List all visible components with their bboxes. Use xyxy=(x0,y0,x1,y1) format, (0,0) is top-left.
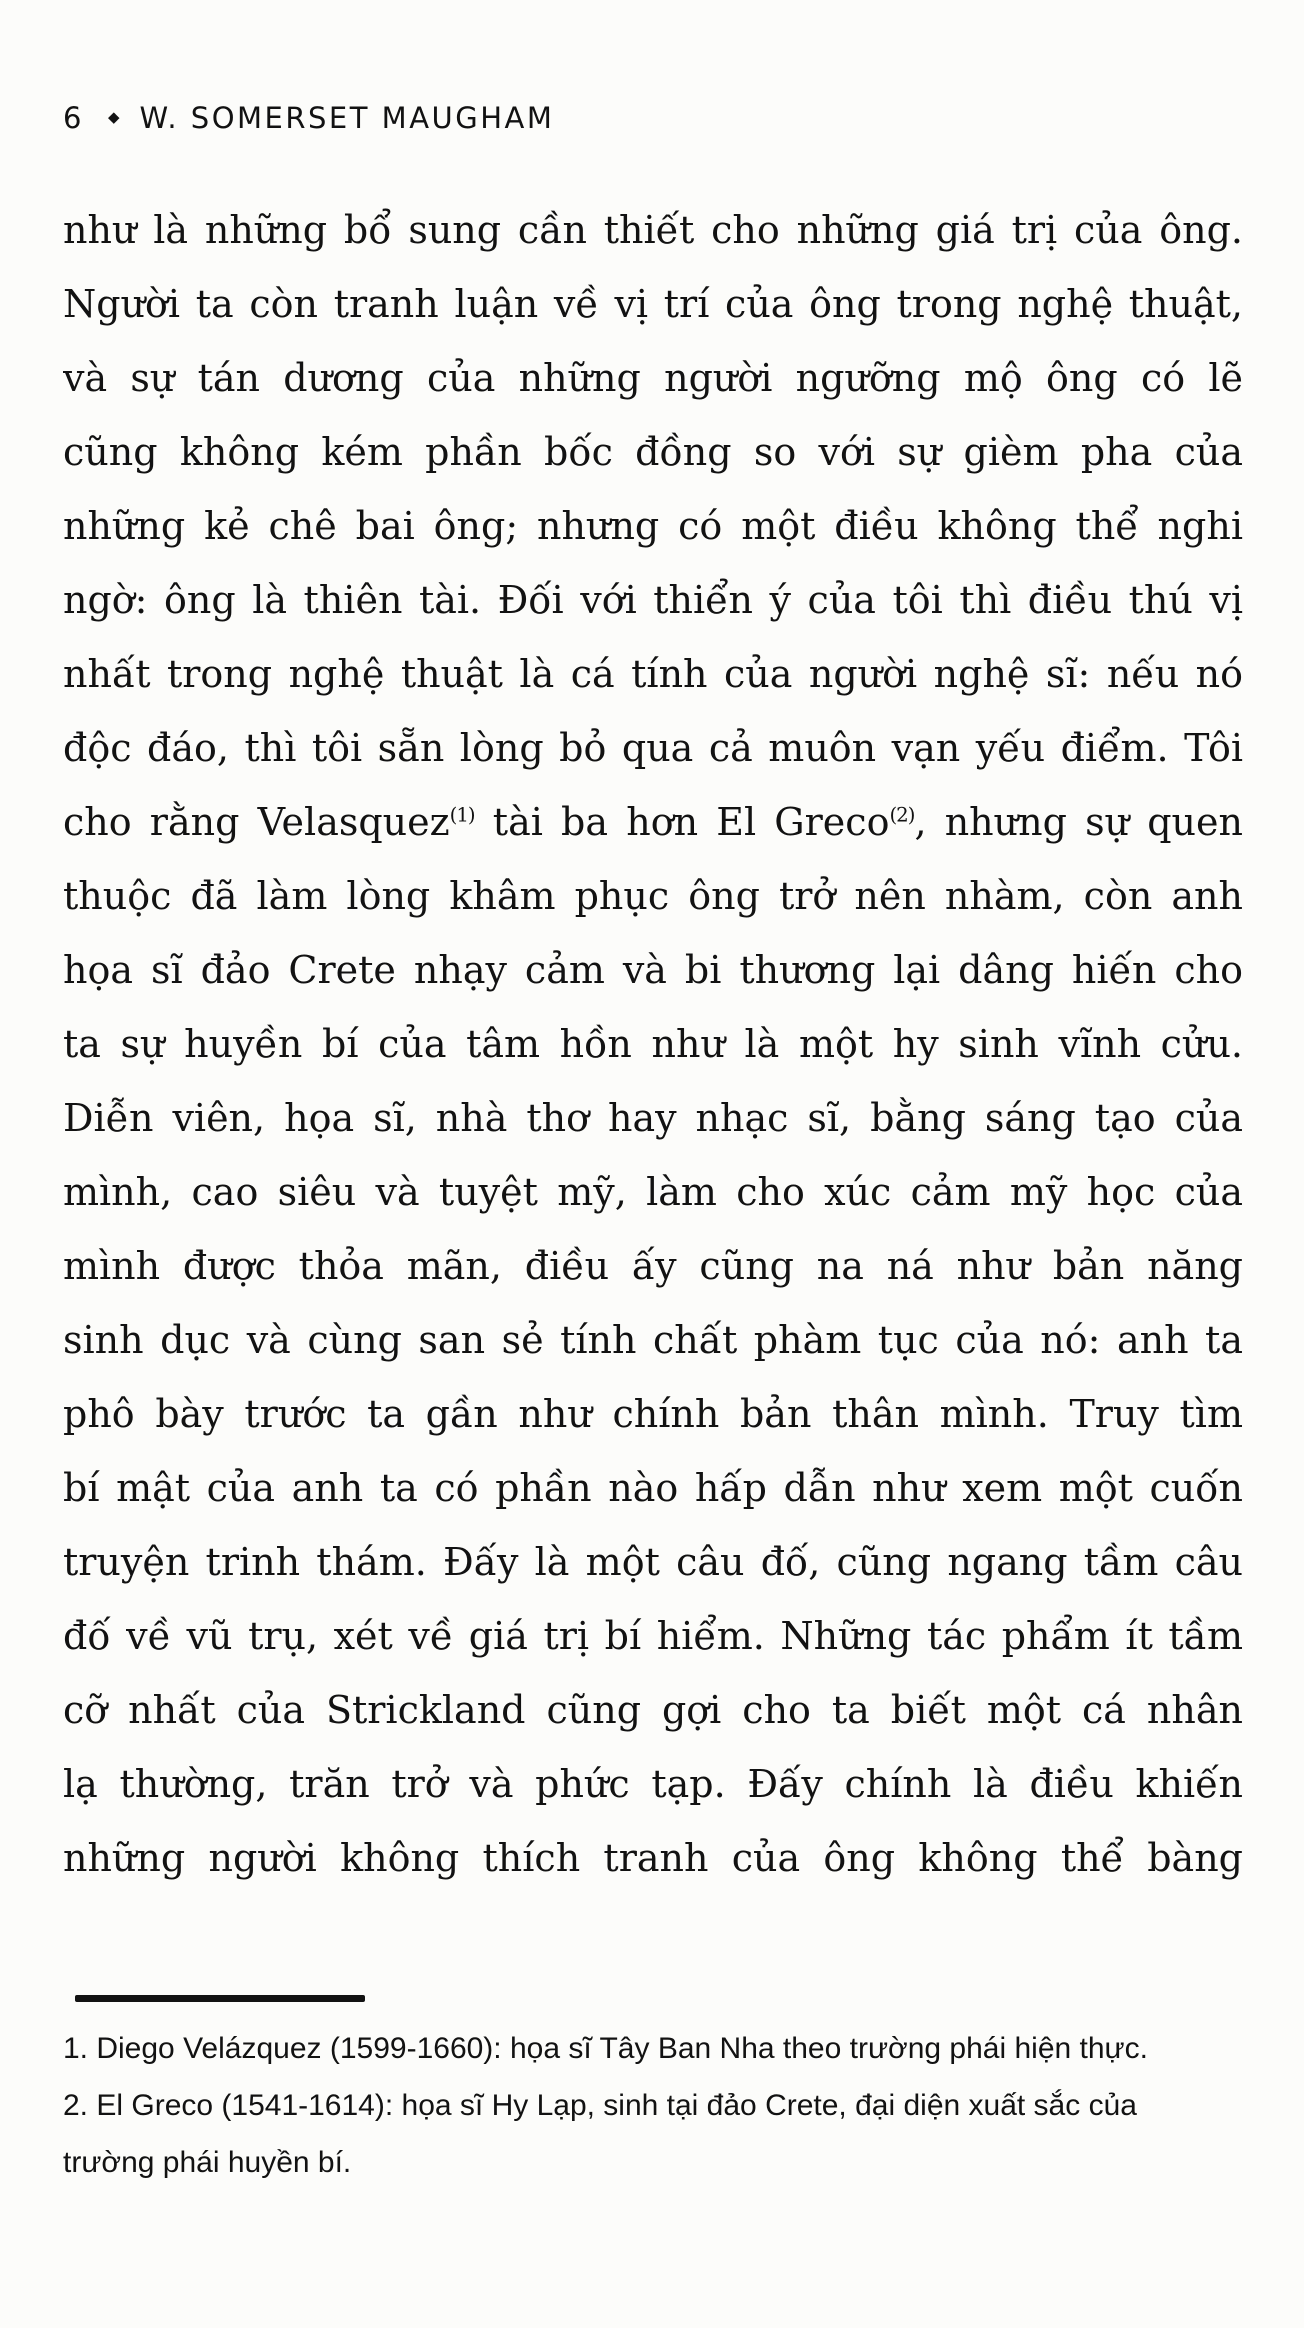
body-line: cỡ nhất của Strickland cũng gợi cho ta biết một cá nhân xyxy=(63,1688,1243,1732)
footnote-item xyxy=(63,2077,1243,2191)
body-line: những kẻ chê bai ông; nhưng có một điều không thể nghi xyxy=(63,504,1243,548)
footnote-rule xyxy=(75,1995,365,2002)
footnote-item xyxy=(63,2020,1243,2077)
body-line: những người không thích tranh của ông không thể bàng xyxy=(63,1836,1243,1880)
body-line: độc đáo, thì tôi sẵn lòng bỏ qua cả muôn vạn yếu điểm. Tôi xyxy=(63,726,1243,770)
body-line: thuộc đã làm lòng khâm phục ông trở nên nhàm, còn anh xyxy=(63,874,1243,918)
body-line: đố về vũ trụ, xét về giá trị bí hiểm. Những tác phẩm ít tầm xyxy=(63,1614,1243,1658)
running-header xyxy=(63,98,1243,143)
body-text xyxy=(63,193,1243,1895)
footnote-line: trường phái huyền bí. xyxy=(63,2146,352,2179)
page-number: 6 xyxy=(63,101,84,135)
footnote-reference: (2) xyxy=(889,803,915,827)
footnote-line: 2. El Greco (1541-1614): họa sĩ Hy Lạp, sinh tại đảo Crete, đại diện xuất sắc của xyxy=(63,2089,1137,2122)
body-line: và sự tán dương của những người ngưỡng mộ ông có lẽ xyxy=(63,356,1243,400)
author-running-title: W. SOMERSET MAUGHAM xyxy=(139,101,555,135)
body-line: nhất trong nghệ thuật là cá tính của người nghệ sĩ: nếu nó xyxy=(63,652,1243,696)
body-line: Diễn viên, họa sĩ, nhà thơ hay nhạc sĩ, bằng sáng tạo của xyxy=(63,1096,1243,1140)
body-line: ta sự huyền bí của tâm hồn như là một hy sinh vĩnh cửu. xyxy=(63,1022,1243,1066)
footnotes xyxy=(63,2020,1243,2191)
body-line: sinh dục và cùng san sẻ tính chất phàm tục của nó: anh ta xyxy=(63,1318,1243,1362)
body-line: cho rằng Velasquez$^{(1)}$ tài ba hơn El Greco$^{(2)}$, nhưng sự quen xyxy=(63,800,1243,844)
body-line: phô bày trước ta gần như chính bản thân mình. Truy tìm xyxy=(63,1392,1243,1436)
body-line: truyện trinh thám. Đấy là một câu đố, cũng ngang tầm câu xyxy=(63,1540,1243,1584)
body-line: mình được thỏa mãn, điều ấy cũng na ná như bản năng xyxy=(63,1244,1243,1288)
body-line: lạ thường, trăn trở và phức tạp. Đấy chính là điều khiến xyxy=(63,1762,1243,1806)
body-line: mình, cao siêu và tuyệt mỹ, làm cho xúc cảm mỹ học của xyxy=(63,1170,1243,1214)
body-line: như là những bổ sung cần thiết cho những giá trị của ông. xyxy=(63,208,1243,252)
body-line: Người ta còn tranh luận về vị trí của ông trong nghệ thuật, xyxy=(63,282,1243,326)
body-line: ngờ: ông là thiên tài. Đối với thiển ý của tôi thì điều thú vị xyxy=(63,578,1243,622)
diamond-separator-icon: ◆ xyxy=(107,108,120,126)
body-line: họa sĩ đảo Crete nhạy cảm và bi thương lại dâng hiến cho xyxy=(63,948,1243,992)
body-line: bí mật của anh ta có phần nào hấp dẫn như xem một cuốn xyxy=(63,1466,1243,1510)
body-line: cũng không kém phần bốc đồng so với sự gièm pha của xyxy=(63,430,1243,474)
footnote-line: 1. Diego Velázquez (1599-1660): họa sĩ Tây Ban Nha theo trường phái hiện thực. xyxy=(63,2032,1148,2065)
footnote-reference: (1) xyxy=(449,803,475,827)
